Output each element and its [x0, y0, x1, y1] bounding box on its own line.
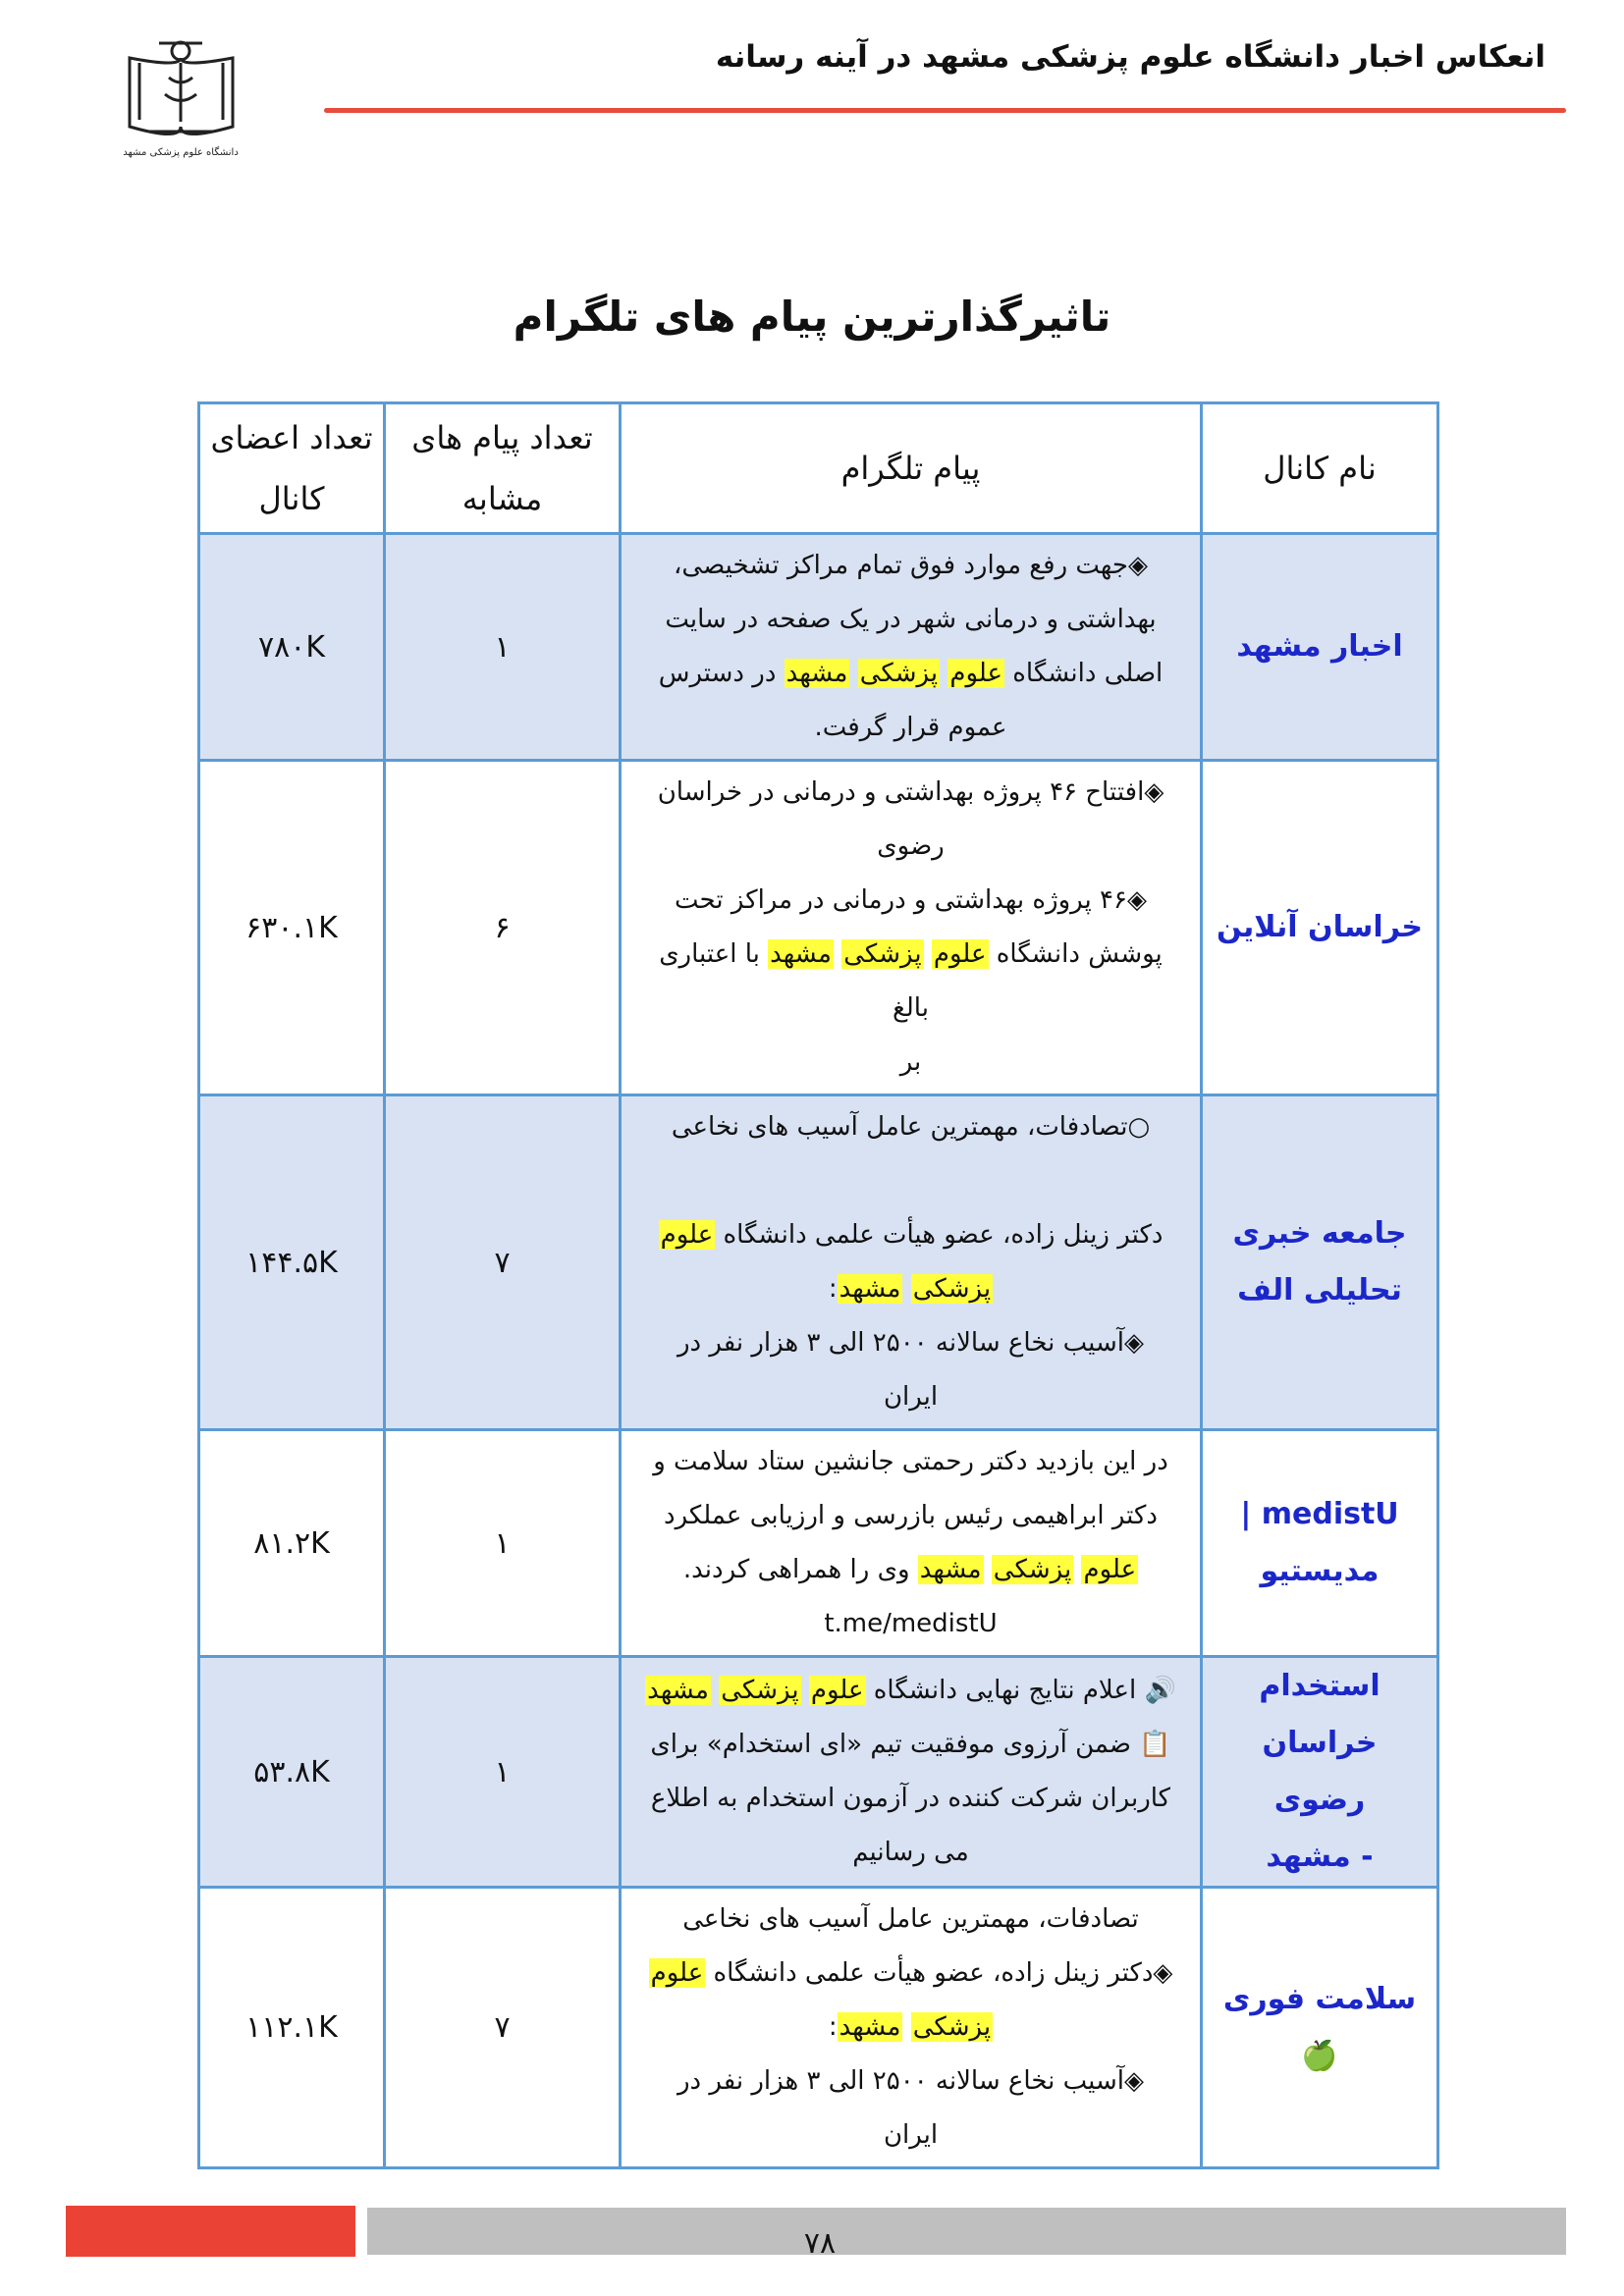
members-count-cell: ۱۴۴.۵K [199, 1095, 385, 1430]
highlight-term: مشهد [647, 1676, 709, 1705]
message-line: ◈۴۶ پروژه بهداشتی و درمانی در مراکز تحت [675, 885, 1147, 915]
channel-name-line: تحلیلی الف [1237, 1273, 1402, 1308]
highlight-term: علوم [933, 939, 987, 969]
message-line: ایران [883, 2120, 939, 2150]
members-count-cell: ۵۳.۸K [199, 1657, 385, 1888]
highlight-term: پزشکی [993, 1555, 1072, 1584]
highlight-term: مشهد [770, 939, 832, 969]
highlight-term: مشهد [785, 659, 848, 688]
highlight-term: پزشکی [859, 659, 939, 688]
table-row [199, 761, 1438, 1095]
channel-name-cell [1202, 1888, 1438, 2168]
message-cell [621, 1888, 1202, 2168]
header-similar-line-2: مشابه [461, 480, 543, 517]
highlight-term: علوم [650, 1958, 704, 1988]
channel-name-line: استخدام [1259, 1669, 1380, 1703]
similar-count-cell: ۱ [385, 1430, 621, 1657]
message-line: می رسانیم [852, 1838, 969, 1867]
highlight-term: علوم [660, 1220, 714, 1250]
message-line: کاربران شرکت کننده در آزمون استخدام به اطلاع [650, 1784, 1171, 1813]
table-row [199, 1657, 1438, 1888]
similar-count-cell: ۱ [385, 534, 621, 761]
message-line: ◈افتتاح ۴۶ پروژه بهداشتی و درمانی در خراسان [657, 777, 1164, 807]
university-logo [120, 33, 243, 166]
message-line: عموم قرار گرفت. [814, 713, 1007, 742]
header-similar-count [385, 403, 621, 534]
highlight-term: علوم [949, 659, 1003, 688]
table-row [199, 1430, 1438, 1657]
table-row [199, 534, 1438, 761]
message-line [643, 1154, 1178, 1208]
message-line: ایران [883, 1382, 939, 1412]
footer-gray-bar [367, 2208, 1566, 2255]
table-header-row [199, 403, 1438, 534]
message-cell [621, 534, 1202, 761]
highlight-term: پزشکی [912, 1274, 992, 1304]
message-line: t.me/medistU [824, 1609, 998, 1638]
message-line: علوم پزشکی مشهد وی را همراهی کردند. [682, 1555, 1137, 1584]
channel-name-line: خراسان آنلاین [1217, 910, 1423, 944]
header-channel: نام کانال [1202, 403, 1438, 534]
highlight-term: مشهد [919, 1555, 982, 1584]
message-line: 📋 ضمن آرزوی موفقیت تیم «ای استخدام» برای [650, 1730, 1171, 1759]
message-line: ◈جهت رفع موارد فوق تمام مراکز تشخیصی، [674, 551, 1148, 580]
message-line: ◈آسیب نخاع سالانه ۲۵۰۰ الی ۳ هزار نفر در [677, 1328, 1145, 1358]
header-divider [324, 108, 1566, 113]
highlight-term: پزشکی [721, 1676, 799, 1705]
members-count-cell: ۸۱.۲K [199, 1430, 385, 1657]
footer-red-bar [66, 2206, 355, 2257]
svg-text:دانشگاه علوم پزشکی مشهد: دانشگاه علوم پزشکی مشهد [123, 147, 239, 158]
page-number: ۷۸ [803, 2226, 837, 2261]
similar-count-cell: ۷ [385, 1095, 621, 1430]
message-line: بهداشتی و درمانی شهر در یک صفحه در سایت [665, 605, 1157, 634]
table-row [199, 1095, 1438, 1430]
message-line: دکتر ابراهیمی رئیس بازرسی و ارزیابی عملکرد [664, 1501, 1158, 1530]
channel-name-line: مدیستیو [1260, 1554, 1380, 1588]
telegram-messages-table [197, 401, 1439, 2169]
message-line: پزشکی مشهد: [828, 2012, 992, 2042]
channel-name-line: medistU | [1240, 1497, 1399, 1531]
page-heading: تاثیرگذارترین پیام های تلگرام [513, 293, 1111, 341]
message-line: تصادفات، مهمترین عامل آسیب های نخاعی [682, 1904, 1139, 1934]
message-line: ◈دکتر زینل زاده، عضو هیأت علمی دانشگاه علوم [650, 1958, 1173, 1988]
highlight-term: علوم [810, 1676, 864, 1705]
highlight-term: علوم [1083, 1555, 1137, 1584]
message-line: پزشکی مشهد: [828, 1274, 992, 1304]
table-row [199, 1888, 1438, 2168]
message-line: بر [899, 1047, 922, 1077]
channel-name-cell [1202, 1430, 1438, 1657]
channel-name-line: - مشهد [1266, 1840, 1374, 1874]
table-body [199, 534, 1438, 2168]
header-members-line-1: تعداد اعضای [210, 419, 373, 456]
channel-name-line: اخبار مشهد [1236, 629, 1403, 664]
header-message: پیام تلگرام [621, 403, 1202, 534]
members-count-cell: ۶۳۰.۱K [199, 761, 385, 1095]
message-line: در این بازدید دکتر رحمتی جانشین ستاد سلامت و [653, 1447, 1168, 1476]
message-line: دکتر زینل زاده، عضو هیأت علمی دانشگاه علوم [660, 1220, 1164, 1250]
highlight-term: مشهد [839, 2012, 901, 2042]
channel-name-line: سلامت فوری 🍏 [1222, 1981, 1417, 2073]
message-line: پوشش دانشگاه علوم پزشکی مشهد با اعتباری بالغ [659, 939, 1163, 1023]
highlight-term: مشهد [839, 1274, 901, 1304]
channel-name-cell [1202, 1657, 1438, 1888]
header-title: انعکاس اخبار دانشگاه علوم پزشکی مشهد در آینه رسانه [715, 39, 1545, 75]
header-members-line-2: کانال [258, 480, 325, 517]
message-line: ○تصادفات، مهمترین عامل آسیب های نخاعی [671, 1112, 1151, 1142]
message-cell [621, 1657, 1202, 1888]
message-line: رضوی [877, 831, 945, 861]
channel-name-cell [1202, 761, 1438, 1095]
message-cell [621, 1095, 1202, 1430]
message-line: اصلی دانشگاه علوم پزشکی مشهد در دسترس [658, 659, 1164, 688]
members-count-cell: ۱۱۲.۱K [199, 1888, 385, 2168]
similar-count-cell: ۱ [385, 1657, 621, 1888]
similar-count-cell: ۷ [385, 1888, 621, 2168]
message-cell [621, 1430, 1202, 1657]
header-similar-line-1: تعداد پیام های [411, 419, 593, 456]
message-line: 🔊 اعلام نتایج نهایی دانشگاه علوم پزشکی مشهد [647, 1676, 1176, 1705]
header-members [199, 403, 385, 534]
members-count-cell: ۷۸۰K [199, 534, 385, 761]
channel-name-cell [1202, 534, 1438, 761]
highlight-term: پزشکی [843, 939, 922, 969]
similar-count-cell: ۶ [385, 761, 621, 1095]
channel-name-line: جامعه خبری [1232, 1216, 1407, 1251]
channel-name-cell [1202, 1095, 1438, 1430]
channel-name-line: خراسان رضوی [1262, 1726, 1378, 1817]
message-cell [621, 761, 1202, 1095]
message-line: ◈آسیب نخاع سالانه ۲۵۰۰ الی ۳ هزار نفر در [677, 2066, 1145, 2096]
highlight-term: پزشکی [912, 2012, 992, 2042]
